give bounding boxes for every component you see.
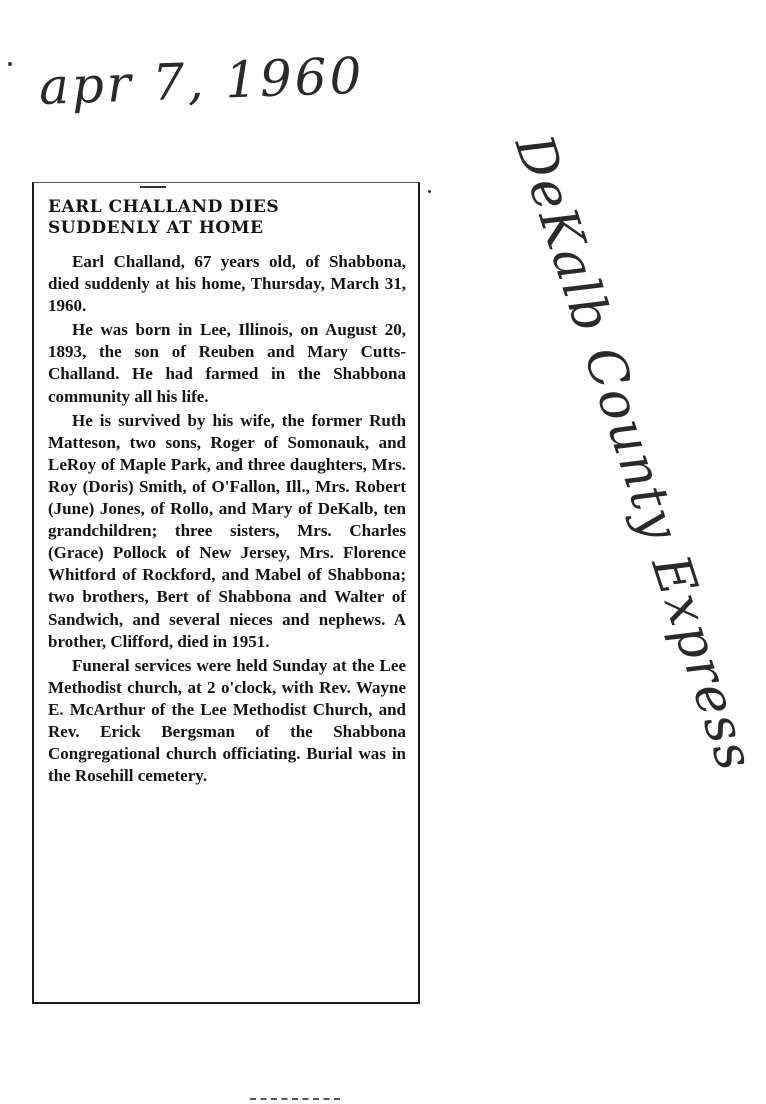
headline-line-2: SUDDENLY AT HOME — [48, 218, 264, 238]
obituary-paragraph: Funeral services were held Sunday at the Lee Methodist church, at 2 o'clock, with Rev. Wayne E. McArthur of the Lee Methodist Church, and Rev. Erick Bergsman of the Shabbona Congregational church officiating. Burial was in the Rosehill cemetery. — [48, 655, 406, 786]
bottom-scan-mark — [250, 1098, 340, 1104]
headline-line-1: EARL CHALLAND DIES — [48, 197, 280, 217]
obituary-headline — [48, 197, 406, 239]
obituary-paragraph: Earl Challand, 67 years old, of Shabbona, died suddenly at his home, Thursday, March 31, 1960. — [48, 252, 406, 316]
ink-speck — [428, 190, 431, 193]
handwritten-date: apr 7, 1960 — [38, 46, 366, 116]
obituary-paragraph: He was born in Lee, Illinois, on August 20, 1893, the son of Reuben and Mary Cutts-Challand. He had farmed in the Shabbona community all his life. — [48, 320, 406, 406]
ink-speck — [8, 62, 12, 66]
obituary-paragraph: He is survived by his wife, the former Ruth Matteson, two sons, Roger of Somonauk, and LeRoy of Maple Park, and three daughters, Mrs. Roy (Doris) Smith, of O'Fallon, Ill., Mrs. Robert (June) Jones, of Rollo, and Mary of DeKalb, ten grandchildren; three sisters, Mrs. Charles (Grace) Pollock of New Jersey, Mrs. Florence Whitford of Rockford, and Mabel of Shabbona; two brothers, Bert of Shabbona and Walter of Sandwich, and several nieces and nephews. A brother, Clifford, died in 1951. — [48, 410, 406, 651]
newspaper-clipping — [32, 182, 420, 1004]
handwritten-source: DeKalb County Express — [502, 128, 766, 780]
